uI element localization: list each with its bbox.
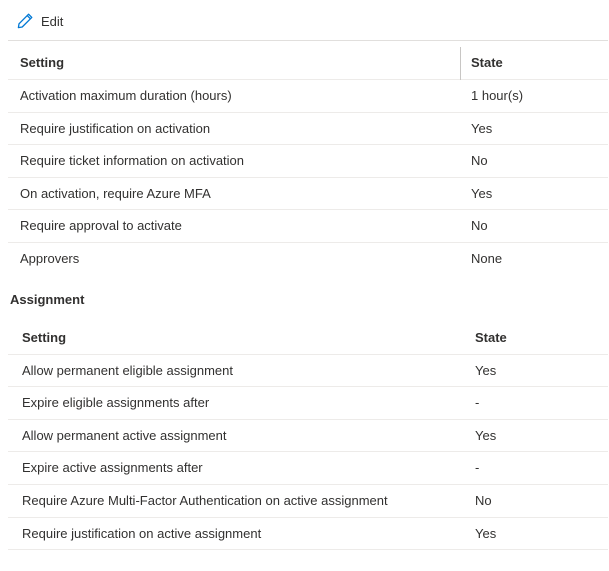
- setting-state: None: [471, 250, 503, 266]
- table-row: [8, 80, 608, 113]
- column-header-state[interactable]: State: [475, 330, 507, 345]
- setting-name: Allow permanent active assignment: [22, 427, 227, 443]
- setting-state: No: [475, 492, 492, 508]
- setting-state: No: [471, 153, 488, 169]
- table-row: [8, 452, 608, 485]
- setting-name: Require approval to activate: [20, 218, 182, 234]
- table-row: [8, 243, 608, 276]
- table-row: [8, 355, 608, 388]
- setting-name: Activation maximum duration (hours): [20, 88, 232, 103]
- table-header-row: [8, 47, 608, 80]
- setting-name: On activation, require Azure MFA: [20, 185, 211, 201]
- table-row: [8, 210, 608, 243]
- setting-name: Require Azure Multi-Factor Authentication on active assignment: [22, 492, 388, 508]
- setting-state: Yes: [471, 120, 493, 136]
- setting-name: Expire eligible assignments after: [22, 395, 210, 411]
- table-row: [8, 420, 608, 453]
- column-resize-handle[interactable]: [460, 47, 461, 80]
- setting-name: Expire active assignments after: [22, 460, 203, 476]
- setting-state: -: [475, 395, 480, 411]
- setting-name: Approvers: [20, 250, 80, 266]
- setting-name: Allow permanent eligible assignment: [22, 362, 234, 378]
- column-header-setting[interactable]: Setting: [20, 55, 65, 70]
- table-row: [8, 387, 608, 420]
- table-row: [8, 145, 608, 178]
- assignment-section-title: Assignment: [10, 292, 85, 307]
- table-row: [8, 518, 608, 551]
- setting-state: No: [471, 218, 488, 234]
- table-row: [8, 113, 608, 146]
- table-header-row: [8, 322, 608, 355]
- setting-state: Yes: [471, 185, 493, 201]
- column-header-setting[interactable]: Setting: [22, 330, 67, 345]
- setting-state: Yes: [475, 427, 497, 443]
- column-header-state[interactable]: State: [471, 55, 503, 70]
- setting-state: -: [475, 460, 480, 476]
- pencil-edit-icon: [16, 12, 34, 30]
- table-row: [8, 178, 608, 211]
- edit-label: Edit: [41, 13, 64, 29]
- table-row: [8, 485, 608, 518]
- edit-button[interactable]: [16, 10, 63, 32]
- setting-state: Yes: [475, 362, 497, 378]
- setting-name: Require justification on activation: [20, 120, 211, 136]
- toolbar-divider: [8, 40, 608, 41]
- setting-name: Require ticket information on activation: [20, 153, 245, 169]
- setting-state: Yes: [475, 525, 497, 541]
- activation-settings-table: [8, 47, 608, 276]
- setting-name: Require justification on active assignment: [22, 525, 262, 541]
- setting-state: 1 hour(s): [471, 88, 524, 103]
- assignment-settings-table: [8, 322, 608, 550]
